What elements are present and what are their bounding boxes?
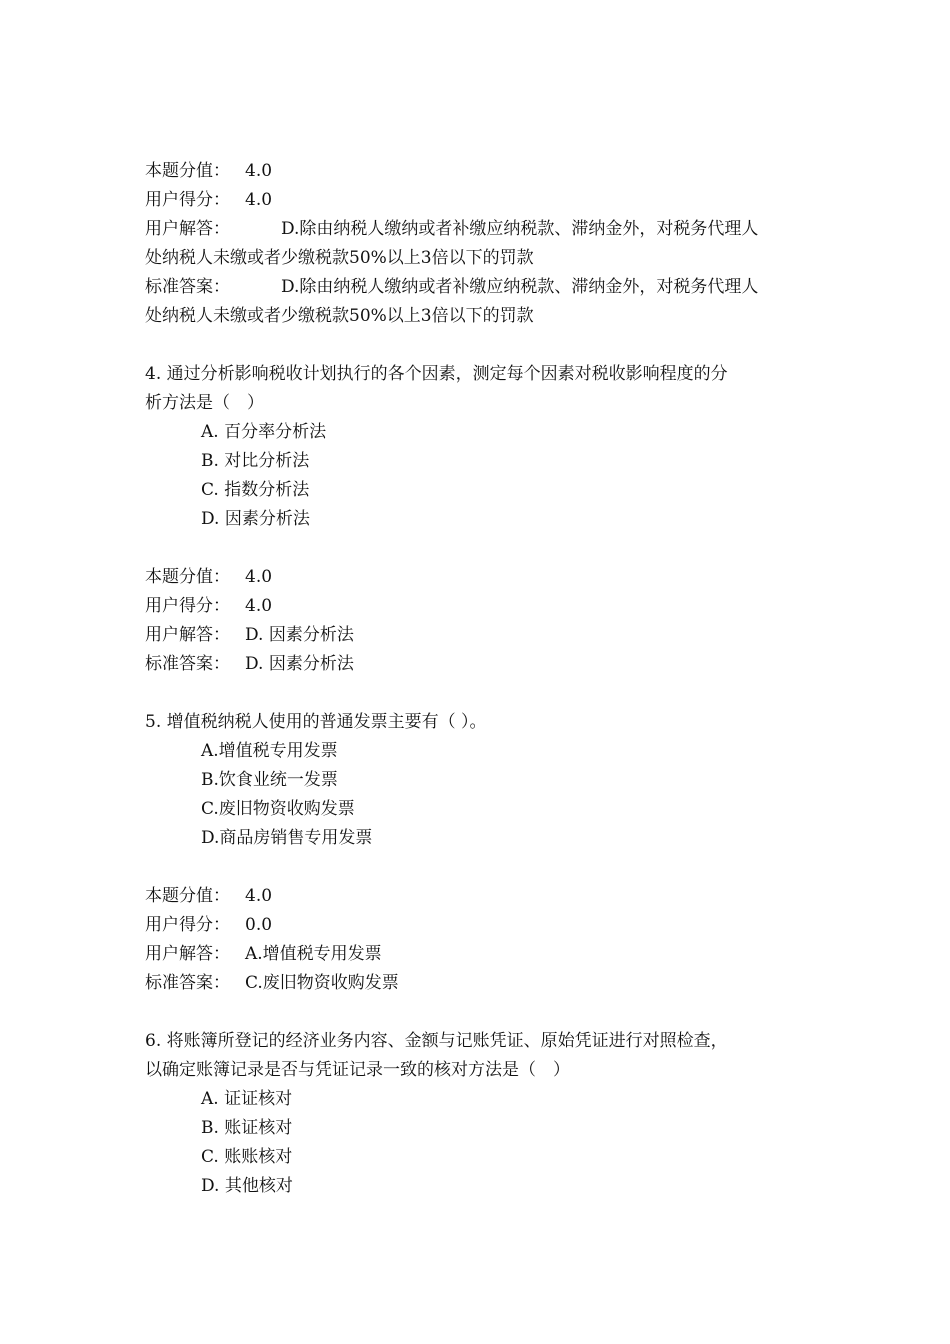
q4-option-c: C. 指数分析法 [201,480,310,500]
q4-user-answer-row [145,621,825,650]
q4-std-answer-label: 标准答案： [145,654,230,674]
q5-user-score-value: 0.0 [245,915,273,935]
q3-score-value: 4.0 [245,161,273,181]
q6-option-c: C. 账账核对 [201,1147,293,1167]
q4-std-answer: D. 因素分析法 [245,654,354,674]
q3-user-answer-row [145,215,825,244]
q5-user-score-label: 用户得分： [145,915,230,935]
q4-score-value: 4.0 [245,567,273,587]
q4-score-row [145,563,825,592]
q5-score-row [145,882,825,911]
q3-user-score-value: 4.0 [245,190,273,210]
q3-user-answer-label: 用户解答： [145,219,230,239]
q3-std-answer-line2-row [145,302,825,331]
q5-std-answer-row [145,969,825,998]
q6-option-a: A. 证证核对 [201,1089,293,1109]
q3-user-answer-line2-row [145,244,825,273]
q5-std-answer-label: 标准答案： [145,973,230,993]
q5-score-label: 本题分值： [145,886,230,906]
q3-std-answer-line1: D.除由纳税人缴纳或者补缴应纳税款、滞纳金外，对税务代理人 [281,277,759,297]
q3-user-answer-line1: D.除由纳税人缴纳或者补缴应纳税款、滞纳金外，对税务代理人 [281,219,759,239]
q4-option-b: B. 对比分析法 [201,451,310,471]
q5-stem-line1: 5. 增值税纳税人使用的普通发票主要有（ ）。 [145,712,487,732]
q6-stem-line1: 6. 将账簿所登记的经济业务内容、金额与记账凭证、原始凭证进行对照检查， [145,1031,728,1051]
q6-option-d: D. 其他核对 [201,1176,293,1196]
q3-std-answer-line2: 处纳税人未缴或者少缴税款50%以上3倍以下的罚款 [145,306,534,326]
q5-option-c: C.废旧物资收购发票 [201,799,355,819]
q4-option-a: A. 百分率分析法 [201,422,327,442]
q3-score-row [145,157,825,186]
q6-stem-line2: 以确定账簿记录是否与凭证记录一致的核对方法是（ ） [145,1060,570,1080]
q4-score-label: 本题分值： [145,567,230,587]
q3-user-score-row [145,186,825,215]
q6-option-b: B. 账证核对 [201,1118,293,1138]
q3-user-score-label: 用户得分： [145,190,230,210]
q4-stem-line1: 4. 通过分析影响税收计划执行的各个因素，测定每个因素对税收影响程度的分 [145,364,728,384]
q5-score-value: 4.0 [245,886,273,906]
q5-option-d: D.商品房销售专用发票 [201,828,373,848]
q3-score-label: 本题分值： [145,161,230,181]
q4-user-score-value: 4.0 [245,596,273,616]
q5-option-b: B.饮食业统一发票 [201,770,338,790]
q5-user-answer-row [145,940,825,969]
q3-user-answer-line2: 处纳税人未缴或者少缴税款50%以上3倍以下的罚款 [145,248,534,268]
q5-option-a: A.增值税专用发票 [201,741,338,761]
q4-option-d: D. 因素分析法 [201,509,310,529]
q4-user-answer-label: 用户解答： [145,625,230,645]
q4-user-answer: D. 因素分析法 [245,625,354,645]
q4-user-score-label: 用户得分： [145,596,230,616]
q3-std-answer-label: 标准答案： [145,277,230,297]
q4-std-answer-row [145,650,825,679]
q5-user-score-row [145,911,825,940]
q3-std-answer-row [145,273,825,302]
q5-user-answer-label: 用户解答： [145,944,230,964]
document-page [145,157,825,1201]
q4-user-score-row [145,592,825,621]
q5-std-answer: C.废旧物资收购发票 [245,973,399,993]
q4-stem-line2: 析方法是（ ） [145,393,264,413]
q5-user-answer: A.增值税专用发票 [245,944,382,964]
